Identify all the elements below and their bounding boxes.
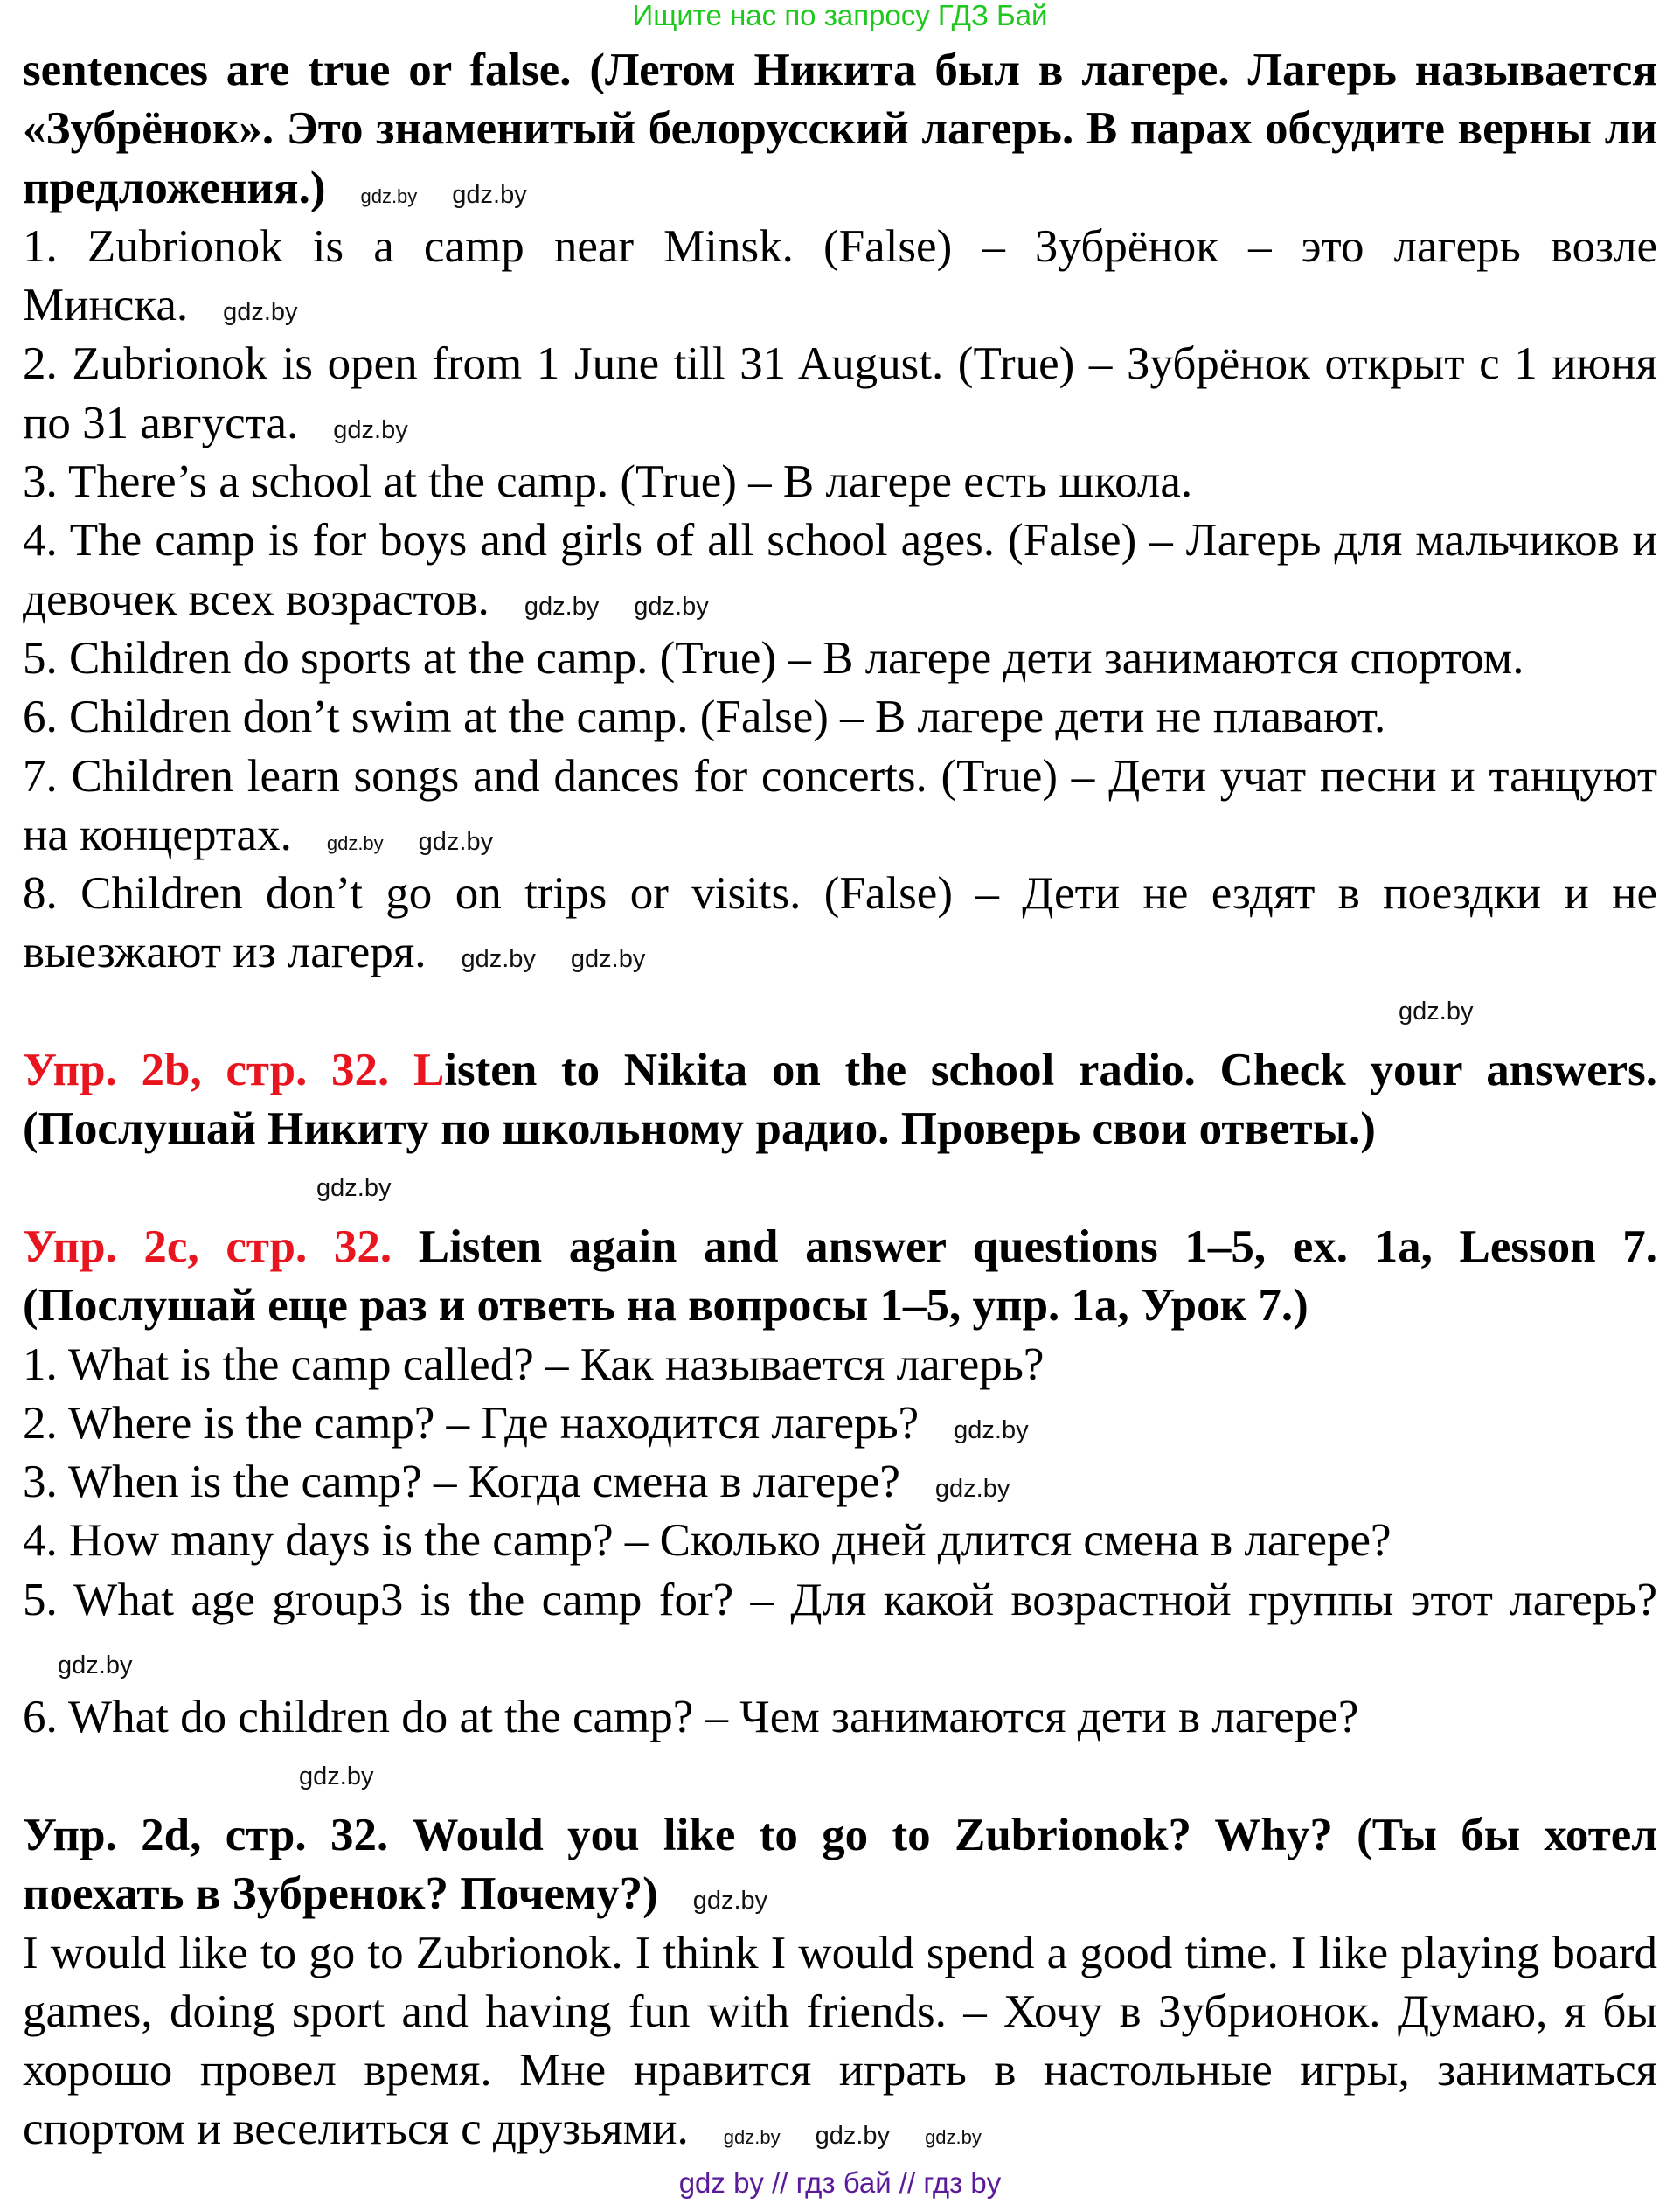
- list-item: 3. There’s a school at the camp. (True) – В лагере есть школа.: [23, 456, 1193, 508]
- footer-links[interactable]: gdz by // гдз бай // гдз by: [678, 2166, 1002, 2199]
- watermark: gdz.by: [524, 592, 600, 621]
- watermark: gdz.by: [723, 2126, 781, 2149]
- spacer: [23, 1159, 1657, 1218]
- list-item-text: 2. Zubrionok is open from 1 June till 31 August. (True) – Зубрёнок открыт с 1 июня по 31 августа.: [23, 338, 1657, 448]
- exercise-label: Упр. 2b, стр. 32. L: [23, 1045, 445, 1096]
- watermark: gdz.by: [634, 592, 709, 621]
- list-item: 5. Children do sports at the camp. (True) – В лагере дети занимаются спортом.: [23, 632, 1524, 684]
- answer-text: I would like to go to Zubrionok. I think I would spend a good time. I like playing board games, doing sport and having fun with friends. – Хочу в Зубрионок. Думаю, я бы хорошо провел время. Мне нравится играть в настольные игры, заниматься спортом и веселиться с друзьями.: [23, 1927, 1657, 2155]
- list-item: [23, 747, 1657, 866]
- exercise-2c-heading: [23, 1218, 1657, 1336]
- list-item-text: 1. Zubrionok is a camp near Minsk. (False) – Зубрёнок – это лагерь возле Минска.: [23, 220, 1657, 331]
- list-item: [23, 335, 1657, 453]
- list-item: 6. What do children do at the camp? – Чем занимаются дети в лагере?: [23, 1692, 1359, 1743]
- watermark: gdz.by: [316, 1173, 392, 1202]
- list-item-text: 5. What age group3 is the camp for? – Для какой возрастной группы этот лагерь?: [23, 1574, 1657, 1625]
- watermark: gdz.by: [461, 945, 536, 974]
- watermark: gdz.by: [815, 2122, 891, 2151]
- watermark: gdz.by: [418, 827, 494, 856]
- watermark: gdz.by: [360, 184, 418, 207]
- watermark: gdz.by: [934, 1475, 1010, 1504]
- watermark: gdz.by: [58, 1651, 133, 1680]
- list-item-text: 3. When is the camp? – Когда смена в лагере?: [23, 1457, 900, 1508]
- intro-paragraph: [23, 41, 1657, 218]
- list-item: [23, 511, 1657, 629]
- list-item: [23, 865, 1657, 983]
- exercise-2d-heading: [23, 1806, 1657, 1924]
- watermark: gdz.by: [692, 1887, 768, 1916]
- watermark: gdz.by: [333, 415, 408, 444]
- list-item-text: 4. The camp is for boys and girls of all school ages. (False) – Лагерь для мальчиков и девочек всех возрастов.: [23, 515, 1657, 625]
- list-item: [23, 1394, 1657, 1453]
- exercise-2d-answer: [23, 1924, 1657, 2159]
- list-item: [23, 1453, 1657, 1512]
- exercise-text: Listen again and answer questions 1–5, ex. 1a, Lesson 7. (Послушай еще раз и ответь на вопросы 1–5, упр. 1a, Урок 7.): [23, 1220, 1657, 1331]
- exercise-text: Упр. 2d, стр. 32. Would you like to go to Zubrionok? Why? (Ты бы хотел поехать в Зубренок? Почему?): [23, 1809, 1657, 1920]
- exercise-2b-heading: [23, 1041, 1657, 1159]
- watermark: gdz.by: [452, 180, 527, 209]
- list-item: 4. How many days is the camp? – Сколько дней длится смена в лагере?: [23, 1515, 1392, 1567]
- document-body: [23, 41, 1657, 2159]
- watermark: gdz.by: [299, 1762, 374, 1790]
- spacer: [23, 1748, 1657, 1806]
- watermark: gdz.by: [1399, 997, 1474, 1026]
- watermark: gdz.by: [223, 298, 298, 327]
- intro-text: sentences are true or false. (Летом Никита был в лагере. Лагерь называется «Зубрёнок». Это знаменитый белорусский лагерь. В парах обсудите верны ли предложения.): [23, 45, 1657, 213]
- watermark: gdz.by: [925, 2126, 982, 2149]
- list-item: 6. Children don’t swim at the camp. (False) – В лагере дети не плавают.: [23, 692, 1386, 743]
- search-banner[interactable]: Ищите нас по запросу ГДЗ Бай: [632, 0, 1048, 31]
- list-item: [23, 1571, 1657, 1689]
- list-item: [23, 218, 1657, 336]
- list-item-text: 2. Where is the camp? – Где находится лагерь?: [23, 1397, 920, 1449]
- watermark: gdz.by: [954, 1415, 1029, 1444]
- spacer: [23, 983, 1657, 1041]
- watermark: gdz.by: [570, 945, 646, 974]
- exercise-text: isten to Nikita on the school radio. Check your answers. (Послушай Никиту по школьному радио. Проверь свои ответы.): [23, 1045, 1657, 1155]
- exercise-label: Упр. 2c, стр. 32.: [23, 1220, 392, 1272]
- list-item-text: 8. Children don’t go on trips or visits. (False) – Дети не ездят в поездки и не выезжают из лагеря.: [23, 868, 1657, 978]
- list-item: 1. What is the camp called? – Как называется лагерь?: [23, 1338, 1045, 1390]
- watermark: gdz.by: [326, 831, 384, 854]
- list-item-text: 7. Children learn songs and dances for concerts. (True) – Дети учат песни и танцуют на концертах.: [23, 750, 1657, 860]
